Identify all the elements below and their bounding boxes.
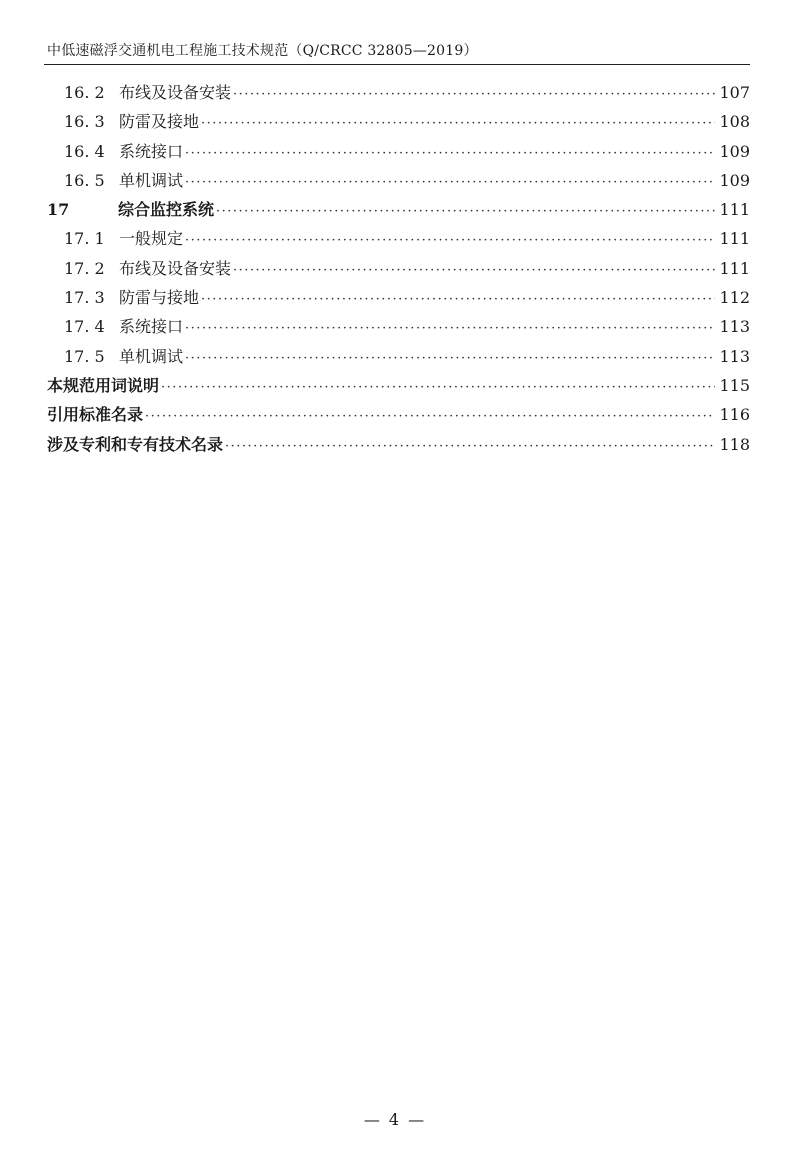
dot-leader	[185, 175, 715, 190]
toc-entry-title: 涉及专利和专有技术名录	[47, 434, 224, 454]
toc-entry-page: 115	[719, 375, 750, 395]
toc-entry[interactable]	[47, 109, 750, 138]
toc-entry-page: 111	[719, 229, 750, 249]
toc-entry-page: 107	[719, 83, 750, 102]
toc-entry-title: 单机调试	[119, 346, 184, 366]
toc-entry-title: 本规范用词说明	[47, 375, 160, 395]
table-of-contents	[47, 80, 750, 461]
page-number: — 4 —	[363, 1110, 427, 1129]
toc-entry-number: 16. 2	[64, 83, 105, 102]
toc-entry-page: 113	[719, 346, 750, 366]
toc-entry[interactable]	[47, 80, 750, 109]
toc-entry-number: 16. 5	[64, 170, 105, 190]
toc-entry-number: 17. 4	[64, 317, 105, 337]
toc-entry[interactable]	[47, 314, 750, 343]
toc-entry-number: 16. 4	[64, 141, 105, 161]
toc-appendix-entry[interactable]	[47, 432, 750, 461]
dot-leader	[216, 204, 715, 219]
header-rule	[44, 64, 750, 65]
toc-entry-title: 系统接口	[119, 141, 184, 161]
dot-leader	[185, 146, 715, 161]
toc-entry-title: 综合监控系统	[118, 200, 215, 220]
toc-entry-title: 防雷与接地	[119, 288, 200, 308]
toc-entry-page: 108	[719, 112, 750, 132]
toc-entry[interactable]	[47, 256, 750, 285]
toc-entry-number: 17. 1	[64, 229, 105, 249]
dot-leader	[185, 321, 715, 336]
dot-leader	[161, 380, 715, 395]
toc-chapter-entry[interactable]	[47, 197, 750, 226]
toc-entry-number: 17. 5	[64, 346, 105, 366]
toc-entry[interactable]	[47, 168, 750, 197]
toc-entry-number: 16. 3	[64, 112, 105, 132]
toc-entry-number: 17	[47, 200, 70, 220]
toc-entry[interactable]	[47, 139, 750, 168]
toc-entry-title: 引用标准名录	[47, 405, 144, 425]
toc-entry-title: 一般规定	[119, 229, 184, 249]
toc-entry-title: 布线及设备安装	[119, 83, 232, 102]
dot-leader	[145, 409, 715, 424]
toc-appendix-entry[interactable]	[47, 402, 750, 431]
toc-entry-page: 116	[719, 405, 750, 425]
toc-entry-title: 布线及设备安装	[119, 258, 232, 278]
dot-leader	[201, 116, 715, 131]
toc-entry-page: 109	[719, 170, 750, 190]
toc-entry-title: 系统接口	[119, 317, 184, 337]
toc-entry-page: 109	[719, 141, 750, 161]
toc-appendix-entry[interactable]	[47, 373, 750, 402]
toc-entry-page: 111	[719, 258, 750, 278]
toc-entry-page: 112	[719, 288, 750, 308]
toc-entry-title: 单机调试	[119, 170, 184, 190]
toc-entry-number: 17. 3	[64, 288, 105, 308]
dot-leader	[201, 292, 715, 307]
dot-leader	[185, 351, 715, 366]
dot-leader	[185, 233, 715, 248]
toc-entry[interactable]	[47, 226, 750, 255]
running-header: 中低速磁浮交通机电工程施工技术规范（Q/CRCC 32805—2019）	[47, 43, 478, 59]
toc-entry[interactable]	[47, 285, 750, 314]
toc-entry[interactable]	[47, 344, 750, 373]
toc-entry-page: 118	[719, 434, 750, 454]
toc-entry-page: 113	[719, 317, 750, 337]
dot-leader	[233, 87, 715, 102]
toc-entry-number: 17. 2	[64, 258, 105, 278]
dot-leader	[233, 263, 715, 278]
dot-leader	[225, 439, 715, 454]
toc-entry-page: 111	[719, 200, 750, 220]
toc-entry-title: 防雷及接地	[119, 112, 200, 132]
